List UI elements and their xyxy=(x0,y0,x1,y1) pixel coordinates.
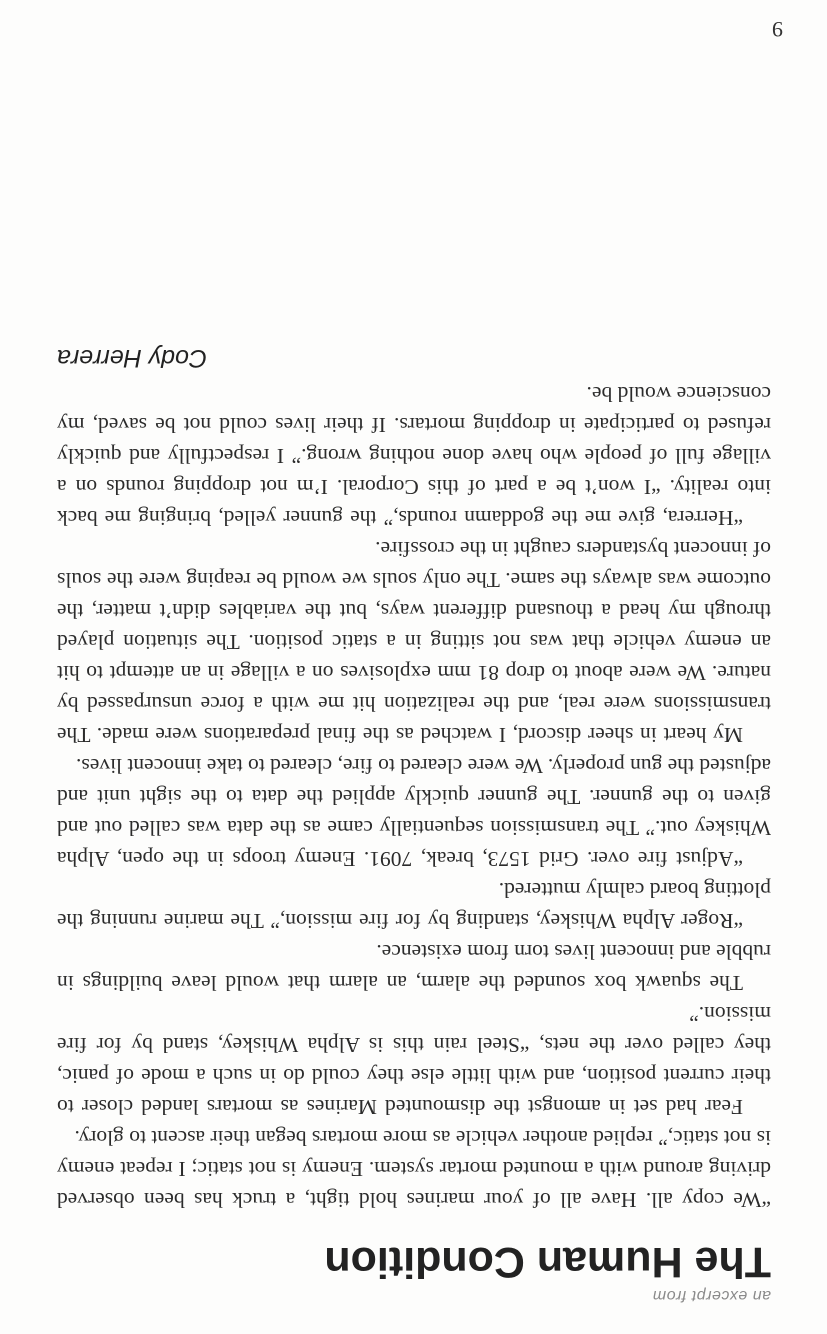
paragraph: “Adjust fire over. Grid 1573, break, 7091. Enemy troops in the open, Alpha Whiskey out.” The transmission sequentially came as the data was called out and given to the gunner. The gunner quickly applied the data to the sight unit and adjusted the gun properly. We were cleared to fire, cleared to take innocent lives. xyxy=(57,753,771,871)
paragraph: The squawk box sounded the alarm, an alarm that would leave buildings in rubble and innocent lives torn from existence. xyxy=(57,939,771,995)
page-title: The Human Condition xyxy=(324,1238,771,1286)
paragraph: “Herrera, give me the goddamn rounds,” the gunner yelled, bringing me back into reality. “I won’t be a part of this Corporal. I’m not dropping rounds on a village full of people who have done nothing wrong.” I respectfully and quickly refused to participate in dropping mortars. If their lives could not be saved, my conscience would be. xyxy=(57,381,771,530)
excerpt-kicker: an excerpt from xyxy=(652,1287,771,1304)
author-signature: Cody Herrera xyxy=(57,343,208,372)
paragraph: “Roger Alpha Whiskey, standing by for fire mission,” The marine running the plotting board calmly muttered. xyxy=(57,877,771,933)
paragraph: Fear had set in amongst the dismounted Marines as mortars landed closer to their current position, and with little else they could do in such a mode of panic, they called over the nets, “Steel rain this is Alpha Whiskey, stand by for fire mission.” xyxy=(57,1001,771,1119)
body-text xyxy=(57,378,771,1215)
page-content xyxy=(57,343,771,1304)
paragraph: “We copy all. Have all of your marines hold tight, a truck has been observed driving around with a mounted mortar system. Enemy is not static; I repeat enemy is not static,” replied another vehicle as more mortars began their ascent to glory. xyxy=(57,1125,771,1212)
paragraph: My heart in sheer discord, I watched as the final preparations were made. The transmissions were real, and the realization hit me with a force unsurpassed by nature. We were about to drop 81 mm explosives on a village in an attempt to hit an enemy vehicle that was not sitting in a static position. The situation played through my head a thousand different ways, but the variables didn’t matter, the outcome was always the same. The only souls we would be reaping were the souls of innocent bystanders caught in the crossfire. xyxy=(57,536,771,747)
page-number: 9 xyxy=(772,17,783,42)
